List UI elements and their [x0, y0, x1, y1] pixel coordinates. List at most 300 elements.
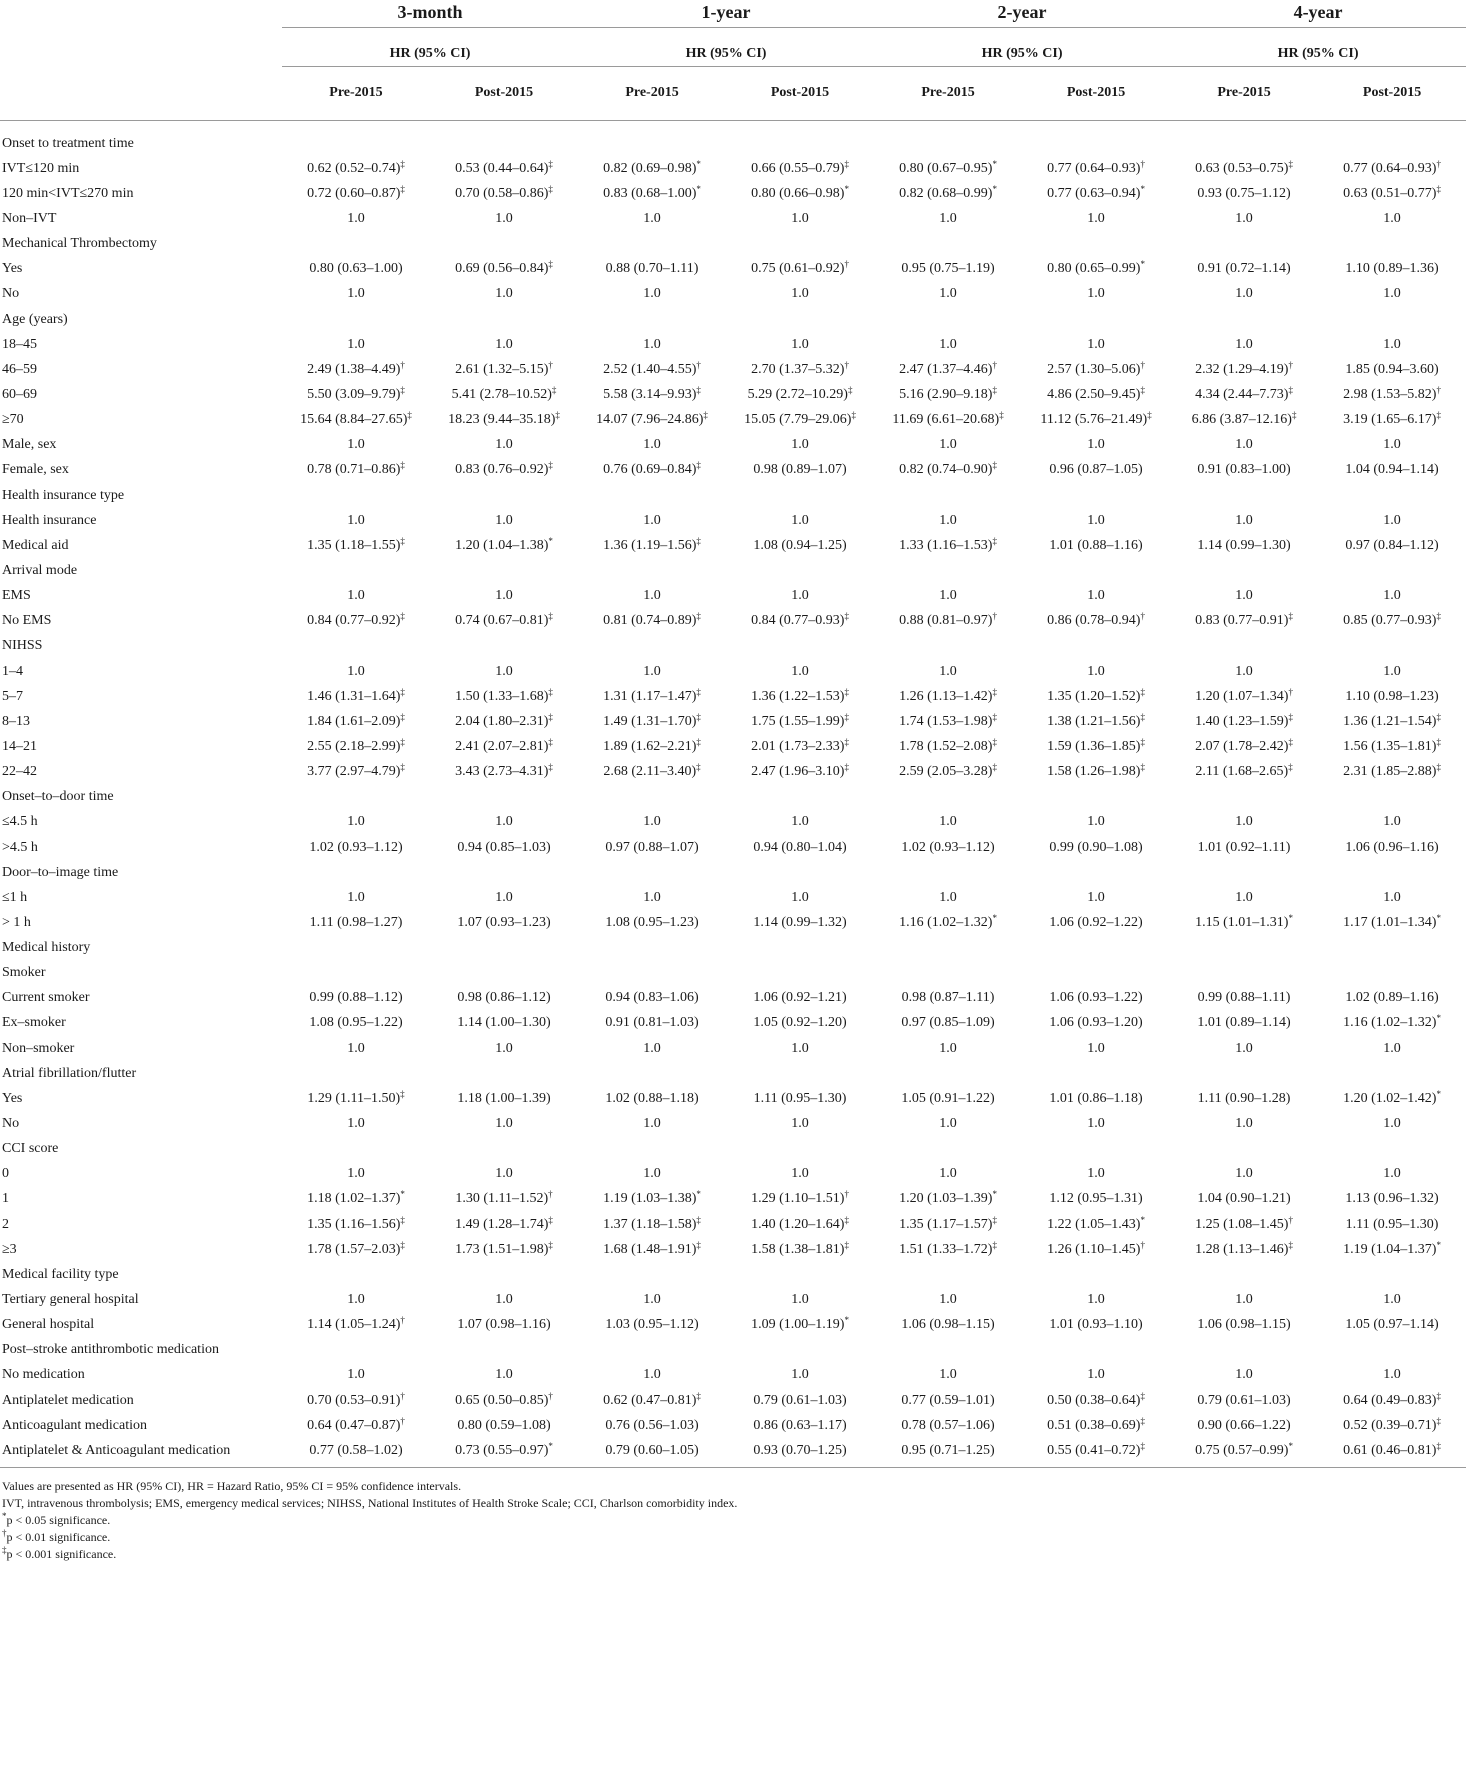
value-cell: 1.36 (1.19–1.56)‡ [603, 535, 701, 553]
value-cell: 1.0 [643, 1040, 661, 1056]
row-label: 18–45 [2, 336, 37, 352]
value-cell: 0.72 (0.60–0.87)‡ [307, 183, 405, 201]
era-header: Pre-2015 [282, 67, 430, 121]
value-cell: 1.11 (0.95–1.30) [1345, 1216, 1439, 1232]
row-label: Yes [2, 261, 23, 277]
significance-marker: † [400, 1390, 405, 1401]
value-cell [726, 936, 874, 961]
significance-marker: ‡ [1140, 686, 1145, 697]
value-cell: 1.0 [347, 889, 365, 905]
significance-marker: † [844, 359, 849, 370]
table-row [0, 1363, 1466, 1388]
value-cell [726, 1061, 874, 1086]
value-cell: 1.0 [495, 1367, 513, 1383]
significance-marker: ‡ [1436, 736, 1441, 747]
value-cell: 5.50 (3.09–9.79)‡ [307, 384, 405, 402]
row-label: Non–smoker [2, 1040, 75, 1056]
value-cell: 1.49 (1.31–1.70)‡ [603, 711, 701, 729]
value-cell: 0.84 (0.77–0.92)‡ [307, 611, 405, 629]
significance-marker: ‡ [548, 736, 553, 747]
value-cell [430, 307, 578, 332]
significance-marker: * [548, 535, 553, 546]
value-cell: 0.91 (0.72–1.14) [1197, 261, 1291, 277]
value-cell [578, 936, 726, 961]
value-cell: 0.77 (0.64–0.93)† [1343, 158, 1441, 176]
value-cell: 1.13 (0.96–1.32) [1345, 1191, 1439, 1207]
significance-marker: † [1140, 158, 1145, 169]
row-label: Medical aid [2, 537, 69, 553]
significance-marker: * [992, 1189, 997, 1200]
value-cell [874, 634, 1022, 659]
value-cell: 0.98 (0.86–1.12) [457, 990, 551, 1006]
value-cell: 1.19 (1.03–1.38)* [603, 1189, 701, 1207]
significance-marker: ‡ [548, 183, 553, 194]
significance-marker: ‡ [400, 183, 405, 194]
value-cell: 3.19 (1.65–6.17)‡ [1343, 410, 1441, 428]
value-cell [726, 1137, 874, 1162]
value-cell [726, 307, 874, 332]
significance-marker: * [992, 158, 997, 169]
value-cell: 0.91 (0.81–1.03) [605, 1015, 699, 1031]
row-label: No EMS [2, 613, 52, 629]
value-cell [1170, 307, 1318, 332]
table-row [0, 382, 1466, 407]
row-label: 0 [2, 1166, 9, 1182]
value-cell: 1.0 [1383, 663, 1401, 679]
value-cell: 1.0 [1087, 1116, 1105, 1132]
value-cell: 1.0 [347, 1367, 365, 1383]
value-cell [430, 1338, 578, 1363]
value-cell: 1.0 [347, 1116, 365, 1132]
table-row [0, 885, 1466, 910]
value-cell [1022, 961, 1170, 986]
value-cell: 1.0 [791, 512, 809, 528]
value-cell [874, 961, 1022, 986]
value-cell: 1.0 [939, 437, 957, 453]
table-row [0, 684, 1466, 709]
value-cell: 1.58 (1.26–1.98)‡ [1047, 762, 1145, 780]
table-row [0, 584, 1466, 609]
value-cell: 1.06 (0.93–1.20) [1049, 1015, 1143, 1031]
value-cell: 1.0 [1087, 437, 1105, 453]
value-cell: 1.35 (1.17–1.57)‡ [899, 1214, 997, 1232]
value-cell: 1.28 (1.13–1.46)‡ [1195, 1239, 1293, 1257]
era-header: Post-2015 [726, 67, 874, 121]
value-cell: 1.0 [643, 663, 661, 679]
value-cell: 1.0 [1383, 1292, 1401, 1308]
value-cell: 1.09 (1.00–1.19)* [751, 1315, 849, 1333]
value-cell: 1.78 (1.52–2.08)‡ [899, 736, 997, 754]
significance-marker: ‡ [844, 158, 849, 169]
value-cell: 0.79 (0.61–1.03) [753, 1392, 847, 1408]
value-cell: 0.80 (0.66–0.98)* [751, 183, 849, 201]
value-cell: 1.0 [939, 1367, 957, 1383]
value-cell: 1.14 (1.05–1.24)† [307, 1315, 405, 1333]
value-cell: 1.0 [347, 1166, 365, 1182]
value-cell [1318, 1262, 1466, 1287]
value-cell [726, 232, 874, 257]
value-cell: 1.03 (0.95–1.12) [605, 1317, 699, 1333]
era-header: Pre-2015 [1170, 67, 1318, 121]
value-cell: 0.75 (0.57–0.99)* [1170, 1438, 1318, 1468]
value-cell [578, 785, 726, 810]
value-cell: 1.75 (1.55–1.99)‡ [751, 711, 849, 729]
significance-marker: † [400, 1315, 405, 1326]
value-cell: 0.83 (0.68–1.00)* [603, 183, 701, 201]
section-label: Atrial fibrillation/flutter [2, 1065, 137, 1081]
value-cell: 18.23 (9.44–35.18)‡ [448, 410, 560, 428]
row-label: 14–21 [2, 738, 37, 754]
value-cell: 1.05 (0.92–1.20) [753, 1015, 847, 1031]
value-cell: 0.96 (0.87–1.05) [1049, 462, 1143, 478]
value-cell [430, 785, 578, 810]
significance-marker: † [844, 259, 849, 270]
significance-marker: ‡ [548, 711, 553, 722]
value-cell [282, 860, 430, 885]
value-cell: 1.15 (1.01–1.31)* [1195, 912, 1293, 930]
significance-marker: ‡ [1140, 384, 1145, 395]
value-cell: 0.77 (0.63–0.94)* [1047, 183, 1145, 201]
value-cell: 1.0 [347, 437, 365, 453]
value-cell: 0.82 (0.69–0.98)* [603, 158, 701, 176]
value-cell: 1.18 (1.00–1.39) [457, 1090, 551, 1106]
section-row [0, 1338, 1466, 1363]
value-cell: 1.0 [939, 663, 957, 679]
significance-marker: ‡ [992, 736, 997, 747]
significance-marker: ‡ [548, 259, 553, 270]
table-row [0, 1388, 1466, 1413]
header-blank [0, 0, 282, 28]
value-cell: 1.0 [939, 889, 957, 905]
value-cell: 2.61 (1.32–5.15)† [455, 359, 553, 377]
value-cell: 2.98 (1.53–5.82)† [1343, 384, 1441, 402]
value-cell [726, 1338, 874, 1363]
value-cell: 0.77 (0.64–0.93)† [1047, 158, 1145, 176]
value-cell: 1.0 [1383, 1367, 1401, 1383]
value-cell: 1.0 [791, 1292, 809, 1308]
value-cell: 0.52 (0.39–0.71)‡ [1343, 1415, 1441, 1433]
significance-marker: † [1140, 611, 1145, 622]
value-cell: 1.0 [791, 210, 809, 226]
value-cell: 0.82 (0.68–0.99)* [899, 183, 997, 201]
value-cell: 1.20 (1.02–1.42)* [1343, 1088, 1441, 1106]
value-cell: 2.57 (1.30–5.06)† [1047, 359, 1145, 377]
value-cell [282, 558, 430, 583]
value-cell: 1.26 (1.10–1.45)† [1047, 1239, 1145, 1257]
significance-marker: ‡ [696, 711, 701, 722]
value-cell [430, 1061, 578, 1086]
significance-marker: ‡ [1140, 1441, 1145, 1452]
value-cell: 1.68 (1.48–1.91)‡ [603, 1239, 701, 1257]
table-row [0, 910, 1466, 935]
value-cell [1318, 1137, 1466, 1162]
value-cell: 0.83 (0.76–0.92)‡ [455, 460, 553, 478]
value-cell: 0.80 (0.65–0.99)* [1047, 259, 1145, 277]
significance-marker: ‡ [400, 611, 405, 622]
measure-header: HR (95% CI) [282, 28, 578, 67]
footnote-marker: * [2, 1511, 7, 1522]
value-cell: 1.0 [495, 512, 513, 528]
row-label: 8–13 [2, 713, 30, 729]
significance-marker: ‡ [400, 762, 405, 773]
table-row [0, 1011, 1466, 1036]
value-cell [1170, 558, 1318, 583]
value-cell: 0.61 (0.46–0.81)‡ [1318, 1438, 1466, 1468]
value-cell: 1.0 [1383, 512, 1401, 528]
value-cell: 1.37 (1.18–1.58)‡ [603, 1214, 701, 1232]
value-cell: 0.63 (0.51–0.77)‡ [1343, 183, 1441, 201]
value-cell: 0.66 (0.55–0.79)‡ [751, 158, 849, 176]
value-cell [1318, 785, 1466, 810]
value-cell [282, 307, 430, 332]
value-cell: 1.10 (0.89–1.36) [1345, 261, 1439, 277]
value-cell: 1.16 (1.02–1.32)* [1343, 1013, 1441, 1031]
table-row [0, 332, 1466, 357]
significance-marker: † [548, 1390, 553, 1401]
table-row [0, 760, 1466, 785]
value-cell [874, 785, 1022, 810]
section-label: Onset–to–door time [2, 789, 114, 805]
era-header: Pre-2015 [874, 67, 1022, 121]
significance-marker: ‡ [844, 611, 849, 622]
value-cell: 1.02 (0.93–1.12) [309, 839, 403, 855]
table-body [0, 121, 1466, 1468]
row-label: Non–IVT [2, 210, 57, 226]
value-cell [1022, 121, 1170, 157]
value-cell [1170, 1338, 1318, 1363]
row-label: Yes [2, 1090, 23, 1106]
value-cell: 2.47 (1.37–4.46)† [899, 359, 997, 377]
section-row [0, 307, 1466, 332]
value-cell [726, 483, 874, 508]
row-label: Male, sex [2, 437, 57, 453]
value-cell [430, 483, 578, 508]
value-cell: 1.0 [347, 210, 365, 226]
value-cell: 1.0 [643, 286, 661, 302]
value-cell: 1.0 [495, 336, 513, 352]
table-row [0, 433, 1466, 458]
value-cell: 1.17 (1.01–1.34)* [1343, 912, 1441, 930]
value-cell: 0.74 (0.67–0.81)‡ [455, 611, 553, 629]
significance-marker: ‡ [992, 711, 997, 722]
value-cell [578, 1061, 726, 1086]
value-cell: 1.06 (0.98–1.15) [1197, 1317, 1291, 1333]
significance-marker: * [844, 183, 849, 194]
value-cell [282, 961, 430, 986]
value-cell: 1.0 [495, 437, 513, 453]
table-row [0, 533, 1466, 558]
significance-marker: ‡ [696, 736, 701, 747]
value-cell: 1.0 [643, 814, 661, 830]
value-cell: 1.0 [1235, 1367, 1253, 1383]
value-cell: 1.14 (1.00–1.30) [457, 1015, 551, 1031]
value-cell: 0.55 (0.41–0.72)‡ [1022, 1438, 1170, 1468]
value-cell: 0.77 (0.58–1.02) [282, 1438, 430, 1468]
significance-marker: ‡ [999, 410, 1004, 421]
significance-marker: * [400, 1189, 405, 1200]
significance-marker: ‡ [696, 384, 701, 395]
row-label: EMS [2, 588, 31, 604]
value-cell: 1.0 [791, 286, 809, 302]
value-cell [578, 634, 726, 659]
value-cell: 1.0 [1235, 1292, 1253, 1308]
era-header: Post-2015 [430, 67, 578, 121]
value-cell [726, 1262, 874, 1287]
value-cell: 1.0 [643, 889, 661, 905]
row-label: No [2, 1116, 20, 1132]
section-label: Onset to treatment time [2, 135, 134, 151]
row-label: General hospital [2, 1317, 95, 1333]
value-cell: 1.0 [939, 588, 957, 604]
table-row [0, 206, 1466, 231]
row-label: Female, sex [2, 462, 69, 478]
table-row [0, 508, 1466, 533]
value-cell: 0.98 (0.87–1.11) [901, 990, 995, 1006]
value-cell [1170, 634, 1318, 659]
value-cell [578, 558, 726, 583]
value-cell: 1.0 [643, 588, 661, 604]
value-cell: 1.06 (0.92–1.21) [753, 990, 847, 1006]
period-header: 4-year [1170, 0, 1466, 28]
section-row [0, 785, 1466, 810]
significance-marker: † [1436, 384, 1441, 395]
value-cell: 15.05 (7.79–29.06)‡ [744, 410, 856, 428]
table-row [0, 1036, 1466, 1061]
value-cell: 1.58 (1.38–1.81)‡ [751, 1239, 849, 1257]
value-cell: 1.0 [643, 1116, 661, 1132]
value-cell [1318, 1338, 1466, 1363]
section-label: Age (years) [2, 311, 68, 327]
value-cell: 1.16 (1.02–1.32)* [899, 912, 997, 930]
value-cell: 0.79 (0.61–1.03) [1197, 1392, 1291, 1408]
value-cell: 0.86 (0.78–0.94)† [1047, 611, 1145, 629]
value-cell: 1.04 (0.90–1.21) [1197, 1191, 1291, 1207]
value-cell [1318, 121, 1466, 157]
significance-marker: ‡ [1147, 410, 1152, 421]
table-row [0, 609, 1466, 634]
value-cell [874, 558, 1022, 583]
value-cell: 1.0 [495, 286, 513, 302]
value-cell: 1.0 [1383, 1040, 1401, 1056]
significance-marker: ‡ [1436, 711, 1441, 722]
significance-marker: ‡ [548, 158, 553, 169]
significance-marker: ‡ [696, 535, 701, 546]
value-cell [874, 121, 1022, 157]
row-label: 60–69 [2, 386, 37, 402]
value-cell: 1.0 [643, 1166, 661, 1182]
value-cell [874, 1262, 1022, 1287]
footnote: Values are presented as HR (95% CI), HR = Hazard Ratio, 95% CI = 95% confidence intervals. [2, 1479, 462, 1494]
value-cell: 2.07 (1.78–2.42)‡ [1195, 736, 1293, 754]
value-cell: 1.0 [1235, 1040, 1253, 1056]
value-cell: 1.02 (0.89–1.16) [1345, 990, 1439, 1006]
significance-marker: ‡ [1140, 1390, 1145, 1401]
table-row [0, 835, 1466, 860]
value-cell [430, 961, 578, 986]
value-cell [1318, 1061, 1466, 1086]
section-row [0, 936, 1466, 961]
section-row [0, 558, 1466, 583]
value-cell: 1.0 [939, 512, 957, 528]
value-cell: 0.85 (0.77–0.93)‡ [1343, 611, 1441, 629]
table-row [0, 659, 1466, 684]
value-cell: 1.36 (1.22–1.53)‡ [751, 686, 849, 704]
value-cell: 0.77 (0.59–1.01) [901, 1392, 995, 1408]
value-cell: 1.0 [791, 814, 809, 830]
significance-marker: ‡ [400, 736, 405, 747]
value-cell [578, 483, 726, 508]
significance-marker: * [696, 158, 701, 169]
table-row [0, 1287, 1466, 1312]
significance-marker: * [1436, 912, 1441, 923]
significance-marker: ‡ [696, 460, 701, 471]
value-cell: 5.58 (3.14–9.93)‡ [603, 384, 701, 402]
value-cell: 2.04 (1.80–2.31)‡ [455, 711, 553, 729]
significance-marker: ‡ [548, 1239, 553, 1250]
value-cell [1318, 961, 1466, 986]
value-cell: 6.86 (3.87–12.16)‡ [1191, 410, 1297, 428]
table-row [0, 986, 1466, 1011]
section-row [0, 232, 1466, 257]
row-label: Tertiary general hospital [2, 1292, 139, 1308]
significance-marker: ‡ [844, 1239, 849, 1250]
value-cell: 1.01 (0.92–1.11) [1197, 839, 1291, 855]
value-cell: 2.11 (1.68–2.65)‡ [1195, 762, 1293, 780]
value-cell: 11.12 (5.76–21.49)‡ [1040, 410, 1152, 428]
significance-marker: ‡ [548, 611, 553, 622]
value-cell: 1.0 [1383, 814, 1401, 830]
value-cell: 1.35 (1.18–1.55)‡ [307, 535, 405, 553]
value-cell [578, 1262, 726, 1287]
value-cell: 1.05 (0.91–1.22) [901, 1090, 995, 1106]
value-cell [726, 785, 874, 810]
value-cell: 1.0 [791, 663, 809, 679]
row-label: No medication [2, 1367, 85, 1383]
value-cell: 1.0 [1383, 889, 1401, 905]
section-label: NIHSS [2, 638, 43, 654]
value-cell: 1.06 (0.92–1.22) [1049, 914, 1143, 930]
value-cell [1022, 860, 1170, 885]
value-cell: 0.63 (0.53–0.75)‡ [1195, 158, 1293, 176]
significance-marker: † [1288, 686, 1293, 697]
value-cell: 1.06 (0.93–1.22) [1049, 990, 1143, 1006]
value-cell: 0.93 (0.70–1.25) [726, 1438, 874, 1468]
row-label: Current smoker [2, 990, 90, 1006]
table-footnotes [0, 1478, 1464, 1563]
significance-marker: ‡ [555, 410, 560, 421]
significance-marker: * [696, 183, 701, 194]
value-cell: 0.50 (0.38–0.64)‡ [1047, 1390, 1145, 1408]
value-cell: 0.90 (0.66–1.22) [1197, 1417, 1291, 1433]
value-cell: 1.0 [791, 1116, 809, 1132]
row-label: Antiplatelet & Anticoagulant medication [0, 1438, 282, 1468]
value-cell [430, 121, 578, 157]
value-cell: 1.0 [1235, 588, 1253, 604]
period-header: 2-year [874, 0, 1170, 28]
significance-marker: ‡ [847, 384, 853, 395]
value-cell: 0.70 (0.58–0.86)‡ [455, 183, 553, 201]
value-cell: 0.75 (0.61–0.92)† [751, 259, 849, 277]
value-cell [1170, 483, 1318, 508]
significance-marker: * [1288, 912, 1293, 923]
table-row [0, 156, 1466, 181]
value-cell [430, 936, 578, 961]
significance-marker: † [696, 359, 701, 370]
value-cell: 1.0 [1087, 588, 1105, 604]
value-cell: 1.0 [1235, 336, 1253, 352]
value-cell: 1.0 [495, 663, 513, 679]
table-row [0, 1237, 1466, 1262]
